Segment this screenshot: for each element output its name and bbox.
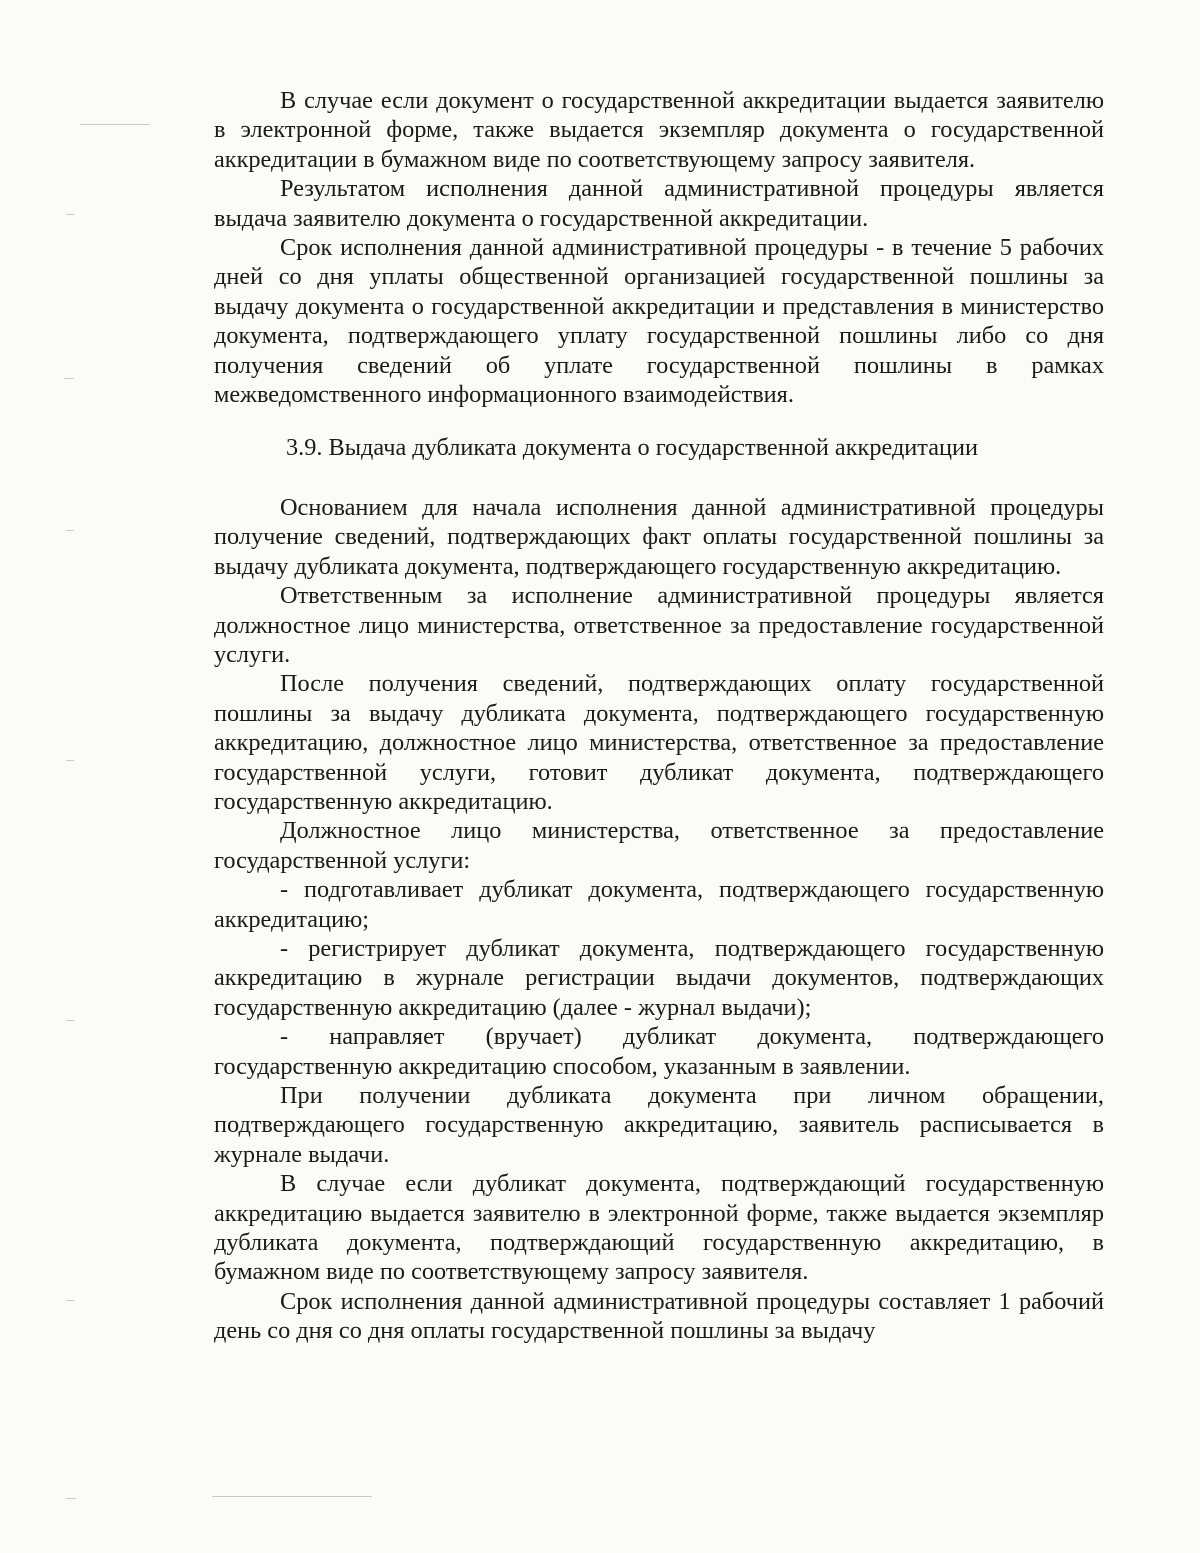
scan-noise [66,760,74,761]
paragraph: После получения сведений, подтверждающих оплату государственной пошлины за выдачу дубликата документа, подтверждающего государственную аккредитацию, должностное лицо министерства, ответственное за предоставление государственной услуги, готовит дубликат документа, подтверждающего государственную аккредитацию. [214,670,1104,815]
paragraph: В случае если дубликат документа, подтверждающий государственную аккредитацию выдается заявителю в электронной форме, также выдается экземпляр дубликата документа, подтверждающий государственную аккредитацию, в бумажном виде по соответствующему запросу заявителя. [214,1170,1104,1286]
list-item: - подготавливает дубликат документа, подтверждающего государственную аккредитацию; [214,876,1104,933]
scan-noise [66,1498,76,1499]
section-heading: 3.9. Выдача дубликата документа о государственной аккредитации [286,434,979,462]
paragraph: Основанием для начала исполнения данной административной процедуры получение сведений, подтверждающих факт оплаты государственной пошлины за выдачу дубликата документа, подтверждающего государственную аккредитацию. [214,493,1104,580]
paragraph: Ответственным за исполнение административной процедуры является должностное лицо министерства, ответственное за предоставление государственной услуги. [214,582,1104,668]
list-item: - направляет (вручает) дубликат документа, подтверждающего государственную аккредитацию способом, указанным в заявлении. [214,1023,1104,1080]
document-body [214,86,1104,1346]
scan-noise [66,530,74,531]
paragraph: При получении дубликата документа при личном обращении, подтверждающего государственную аккредитацию, заявитель расписывается в журнале выдачи. [214,1082,1104,1168]
paragraph: Срок исполнения данной административной процедуры составляет 1 рабочий день со дня со дня оплаты государственной пошлины за выдачу [214,1287,1104,1345]
paragraph: Результатом исполнения данной административной процедуры является выдача заявителю документа о государственной аккредитации. [214,175,1104,232]
list-item: - регистрирует дубликат документа, подтверждающего государственную аккредитацию в журнале регистрации выдачи документов, подтверждающих государственную аккредитацию (далее - журнал выдачи); [214,934,1104,1021]
scan-noise [66,1300,74,1301]
scan-noise [66,1020,74,1021]
scan-noise [80,124,150,125]
paragraph: В случае если документ о государственной аккредитации выдается заявителю в электронной форме, также выдается экземпляр документа о государственной аккредитации в бумажном виде по соответствующему запросу заявителя. [214,87,1104,173]
scan-noise [212,1496,372,1497]
paragraph: Должностное лицо министерства, ответственное за предоставление государственной услуги: [214,817,1104,874]
scan-noise [66,214,74,215]
scan-noise [64,378,74,379]
paragraph: Срок исполнения данной административной процедуры - в течение 5 рабочих дней со дня уплаты общественной организацией государственной пошлины за выдачу документа о государственной аккредитации и представления в министерство документа, подтверждающего уплату государственной пошлины либо со дня получения сведений об уплате государственной пошлины в рамках межведомственного информационного взаимодействия. [214,234,1104,409]
